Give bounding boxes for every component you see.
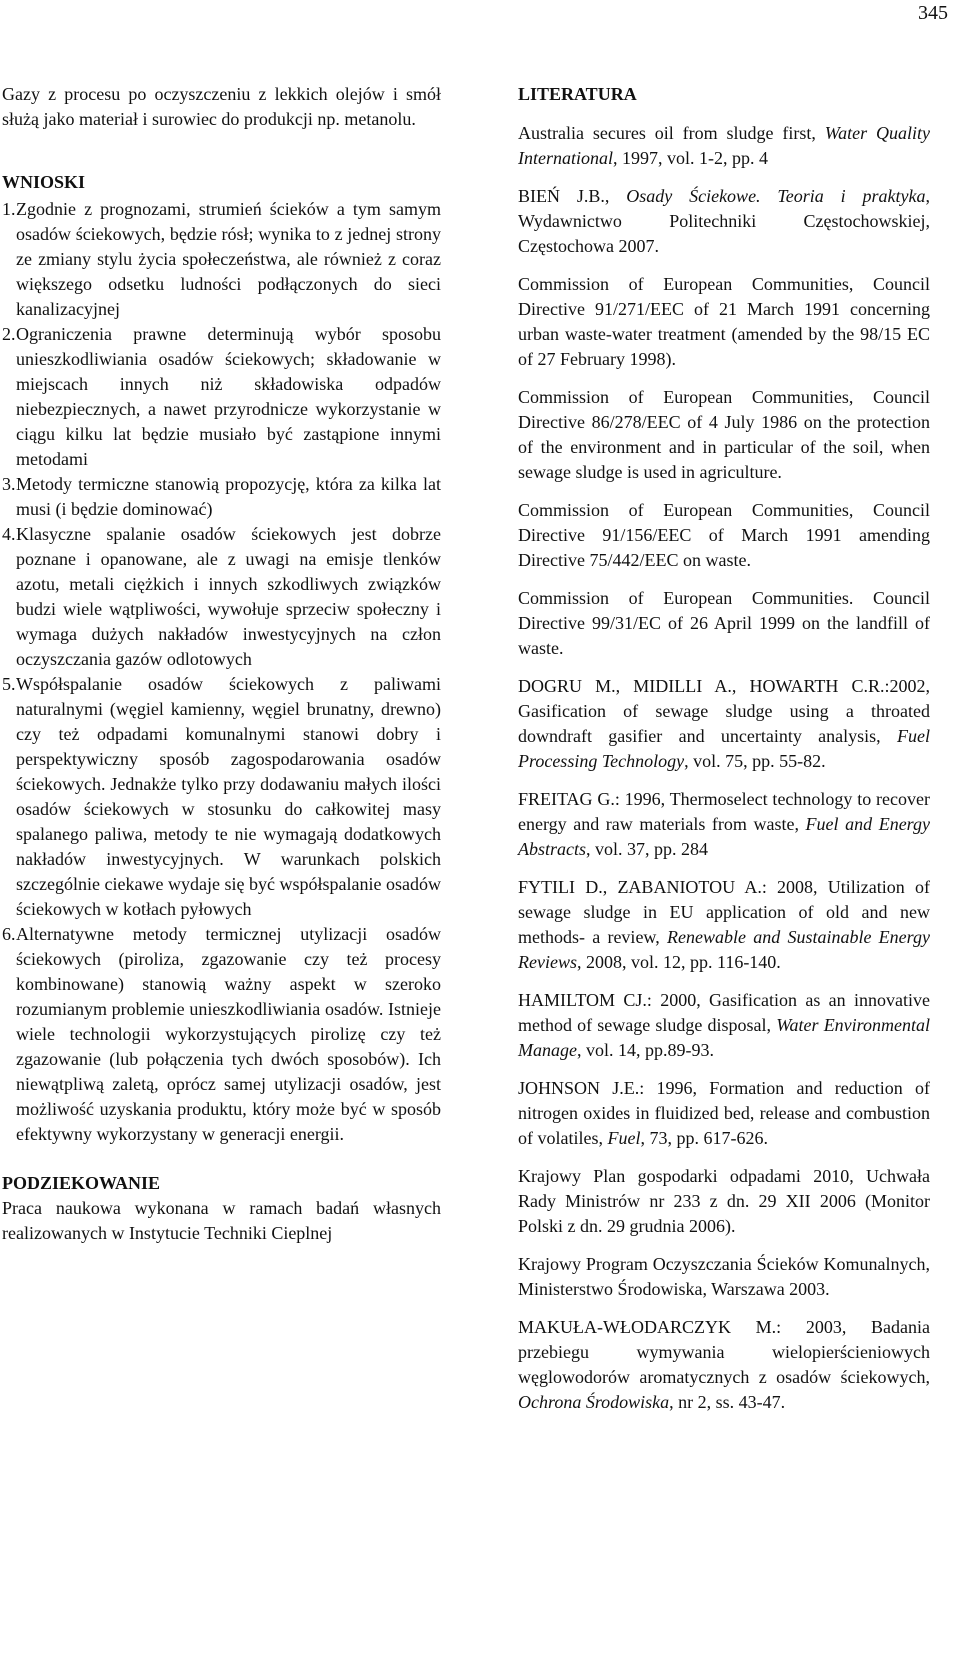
reference-text: JOHNSON J.E.: 1996, Formation and reduction of nitrogen oxides in fluidized bed, release and combustion of volatiles, [518,1078,930,1148]
acknowledgement-text: Praca naukowa wykonana w ramach badań własnych realizowanych w Instytucie Techniki Cieplnej [2,1198,441,1243]
reference-details: , vol. 37, pp. 284 [586,839,709,859]
reference-item [518,272,930,372]
reference-item [518,121,930,171]
reference-source: Osady Ściekowe. Teoria i praktyka [626,186,926,206]
reference-text: Australia secures oil from sludge first, [518,123,825,143]
reference-source: Fuel Processing Technology [518,726,930,771]
conclusion-item [2,672,441,922]
reference-details: , 1997, vol. 1-2, pp. 4 [613,148,768,168]
conclusion-text: Współspalanie osadów ściekowych z paliwami naturalnymi (węgiel kamienny, węgiel brunatny, drewno) czy też odpadami komunalnymi stanowi dobry i perspektywiczny sposób zagospodarowania osadów ściekowych. Jednakże tylko przy dodawaniu małych ilości osadów ściekowych w stosunku do całkowitej masy spalanego paliwa, metody te nie wymagają dodatkowych nakładów inwestycyjnych. W warunkach polskich szczególnie ciekawe wydaje się być współspalanie osadów ściekowych w kotłach pyłowych [16,674,441,919]
reference-item [518,875,930,975]
conclusion-text: Zgodnie z prognozami, strumień ścieków a tym samym osadów ściekowych, będzie rósł; wynika to z jednej strony ze zmiany stylu życia społeczeństwa, ale również z coraz większego odsetku ludności podłączonych do sieci kanalizacyjnej [16,199,441,319]
reference-details: , 73, pp. 617-626. [640,1128,768,1148]
reference-details: , vol. 75, pp. 55-82. [684,751,826,771]
conclusion-item [2,522,441,672]
conclusion-number: 3. [2,474,16,494]
reference-text: HAMILTOM CJ.: 2000, Gasification as an innovative method of sewage sludge disposal, [518,990,930,1035]
reference-text: Commission of European Communities, Council Directive 91/271/EEC of 21 March 1991 concerning urban waste-water treatment (amended by the 98/15 EC of 27 February 1998). [518,274,930,369]
reference-item [518,787,930,862]
conclusion-text: Ograniczenia prawne determinują wybór sposobu unieszkodliwiania osadów ściekowych; składowanie w miejscach innych niż składowiska odpadów niebezpiecznych, a nawet przyrodnicze wykorzystanie w ciągu kilku lat będzie musiało być zastąpione innymi metodami [16,324,441,469]
reference-text: Commission of European Communities. Council Directive 99/31/EC of 26 April 1999 on the landfill of waste. [518,588,930,658]
reference-list [518,121,930,1415]
reference-item [518,498,930,573]
reference-source: Fuel [607,1128,641,1148]
reference-details: , 2008, vol. 12, pp. 116-140. [576,952,781,972]
reference-item [518,1076,930,1151]
reference-text: Commission of European Communities, Council Directive 91/156/EEC of March 1991 amending Directive 75/442/EEC on waste. [518,500,930,570]
page-number: 345 [918,2,948,24]
reference-item [518,385,930,485]
reference-text: Krajowy Plan gospodarki odpadami 2010, Uchwała Rady Ministrów nr 233 z dn. 29 XII 2006 (Monitor Polski z dn. 29 grudnia 2006). [518,1166,930,1236]
reference-text: FYTILI D., ZABANIOTOU A.: 2008, Utilization of sewage sludge in EU application of old and new methods- a review, [518,877,930,947]
reference-item [518,674,930,774]
acknowledgement-heading: PODZIEKOWANIE [2,1173,161,1193]
conclusions-heading: WNIOSKI [2,172,86,192]
conclusion-text: Alternatywne metody termicznej utylizacji osadów ściekowych (piroliza, zgazowanie czy też procesy kombinowane) stanowią ważny aspekt w szeroko rozumianym problemie unieszkodliwiania osadów. Istnieje wiele technologii wykorzystujących pirolizę czy też zgazowanie (lub połączenia tych dwóch sposobów). Ich niewątpliwą zaletą, oprócz samej utylizacji osadów, jest możliwość uzyskania produktu, który może być w sposób efektywny wykorzystany w generacji energii. [16,924,441,1144]
reference-details: , vol. 14, pp.89-93. [576,1040,714,1060]
reference-text: MAKUŁA-WŁODARCZYK M.: 2003, Badania przebiegu wymywania wielopierścieniowych węglowodorów aromatycznych z osadów ściekowych, [518,1317,930,1387]
reference-item [518,586,930,661]
reference-text: Commission of European Communities, Council Directive 86/278/EEC of 4 July 1986 on the protection of the environment and in particular of the soil, when sewage sludge is used in agriculture. [518,387,930,482]
reference-item [518,1315,930,1415]
right-column [518,82,930,1428]
reference-details: , nr 2, ss. 43-47. [669,1392,786,1412]
reference-source: Water Environmental Manage [518,1015,931,1060]
conclusion-number: 6. [2,924,16,944]
conclusion-item [2,322,441,472]
conclusion-number: 5. [2,674,16,694]
conclusion-number: 2. [2,324,16,344]
conclusion-text: Klasyczne spalanie osadów ściekowych jest dobrze poznane i opanowane, ale z uwagi na emisje tlenków azotu, metali ciężkich i innych szkodliwych związków budzi wiele wątpliwości, wywołuje sprzeciw społeczny i wymaga dużych nakładów inwestycyjnych na człon oczyszczania gazów odlotowych [16,524,441,669]
reference-text: FREITAG G.: 1996, Thermoselect technology to recover energy and raw materials from waste, [518,789,930,834]
reference-item [518,1164,930,1239]
reference-source: Fuel and Energy Abstracts [518,814,931,859]
literature-heading: LITERATURA [518,84,637,104]
conclusion-number: 4. [2,524,16,544]
conclusion-item [2,197,441,322]
conclusions-list [2,197,441,1147]
reference-source: Renewable and Sustainable Energy Reviews [518,927,930,972]
reference-source: Water Quality International [518,123,930,168]
reference-text: Krajowy Program Oczyszczania Ścieków Komunalnych, Ministerstwo Środowiska, Warszawa 2003. [518,1254,930,1299]
reference-item [518,1252,930,1302]
intro-paragraph: Gazy z procesu po oczyszczeniu z lekkich olejów i smół służą jako materiał i surowiec do produkcji np. metanolu. [2,84,441,129]
reference-details: , Wydawnictwo Politechniki Częstochowskiej, Częstochowa 2007. [518,186,930,256]
reference-source: Ochrona Środowiska [518,1392,670,1412]
conclusion-text: Metody termiczne stanowią propozycję, która za kilka lat musi (i będzie dominować) [16,474,441,519]
conclusion-item [2,472,441,522]
left-column [2,82,441,1246]
conclusion-number: 1. [2,199,16,219]
conclusion-item [2,922,441,1147]
reference-item [518,988,930,1063]
reference-item [518,184,930,259]
reference-text: BIEŃ J.B., [518,186,627,206]
reference-text: DOGRU M., MIDILLI A., HOWARTH C.R.:2002, Gasification of sewage sludge using a throated downdraft gasifier and uncertainty analysis, [518,676,930,746]
